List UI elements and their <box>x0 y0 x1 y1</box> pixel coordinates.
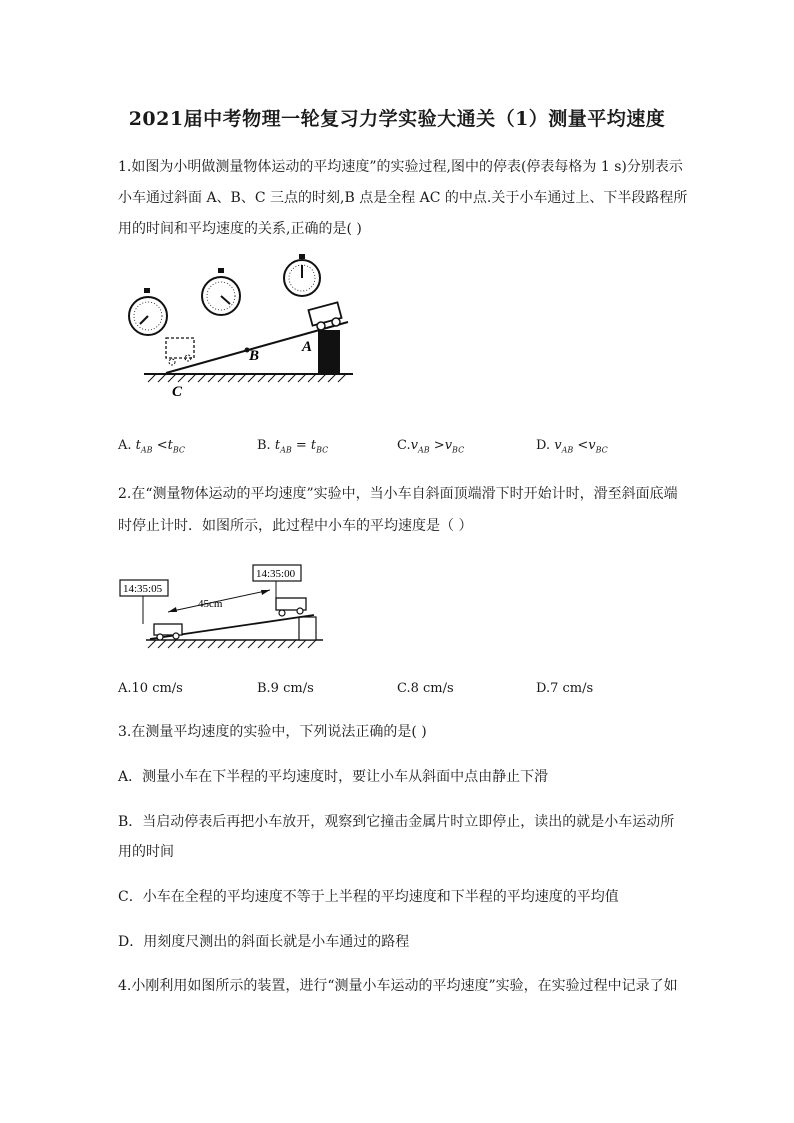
q3-option-a[interactable]: A．测量小车在下半程的平均速度时，要让小车从斜面中点由静止下滑 <box>118 769 549 785</box>
q3-stem: 3.在测量平均速度的实验中，下列说法正确的是( ) <box>118 724 427 740</box>
ground-hatching <box>148 640 316 648</box>
stopwatch-c-icon <box>129 288 167 335</box>
q4-stem: 4.小刚利用如图所示的装置，进行“测量小车运动的平均速度”实验，在实验过程中记录了如 <box>118 978 678 994</box>
q1-option-a[interactable]: A. $t_{AB} <t_{BC}$ <box>118 438 185 455</box>
support-block <box>318 330 340 374</box>
support-block <box>299 617 316 640</box>
q1-option-c[interactable]: $C.v_{AB} >v_{BC}$ <box>397 438 465 455</box>
cart-top <box>276 598 306 616</box>
label-b: B <box>249 348 260 364</box>
q1-figure <box>118 252 363 402</box>
q2-option-a[interactable]: A.10 cm/s <box>118 681 183 696</box>
page-title: 2021届中考物理一轮复习力学实验大通关（1）测量平均速度 <box>128 108 666 130</box>
q2-line-1: 2.在“测量物体运动的平均速度”实验中，当小车自斜面顶端滑下时开始计时，滑至斜面底端 <box>118 486 678 502</box>
q3-option-d[interactable]: D．用刻度尺测出的斜面长就是小车通过的路程 <box>118 934 410 950</box>
label-a: A <box>302 339 313 355</box>
clock-top-time: 14:35:00 <box>256 568 296 580</box>
q1-line-1: 1.如图为小明做测量物体运动的平均速度”的实验过程,图中的停表(停表每格为 1 s)分别表示 <box>118 159 683 175</box>
q1-option-b[interactable]: B. $t_{AB} = t_{BC}$ <box>257 438 329 455</box>
q1-option-d[interactable]: D. $v_{AB} <v_{BC}$ <box>536 438 608 455</box>
q3-option-b-cont: 用的时间 <box>118 844 174 860</box>
q3-option-c[interactable]: C．小车在全程的平均速度不等于上半程的平均速度和下半程的平均速度的平均值 <box>118 889 619 905</box>
ground-hatching <box>148 374 346 382</box>
q2-option-c[interactable]: C.8 cm/s <box>397 681 454 696</box>
q2-line-2: 时停止计时．如图所示，此过程中小车的平均速度是（ ） <box>118 518 473 534</box>
q2-figure <box>118 562 328 654</box>
q3-option-b[interactable]: B．当启动停表后再把小车放开，观察到它撞击金属片时立即停止，读出的就是小车运动所 <box>118 814 675 830</box>
distance-label: 45cm <box>198 598 223 610</box>
q1-line-3: 用的时间和平均速度的关系,正确的是( ) <box>118 221 362 237</box>
clock-bottom-time: 14:35:05 <box>123 583 163 595</box>
cart-bottom <box>154 624 182 640</box>
q2-option-b[interactable]: B.9 cm/s <box>257 681 314 696</box>
stopwatch-b-icon <box>202 268 240 315</box>
cart-top <box>308 302 341 330</box>
q2-option-d[interactable]: D.7 cm/s <box>536 681 594 696</box>
stopwatch-a-icon <box>284 254 320 296</box>
q1-line-2: 小车通过斜面 A、B、C 三点的时刻,B 点是全程 AC 的中点.关于小车通过上、下半段路程所 <box>118 190 688 206</box>
label-c: C <box>172 384 183 400</box>
